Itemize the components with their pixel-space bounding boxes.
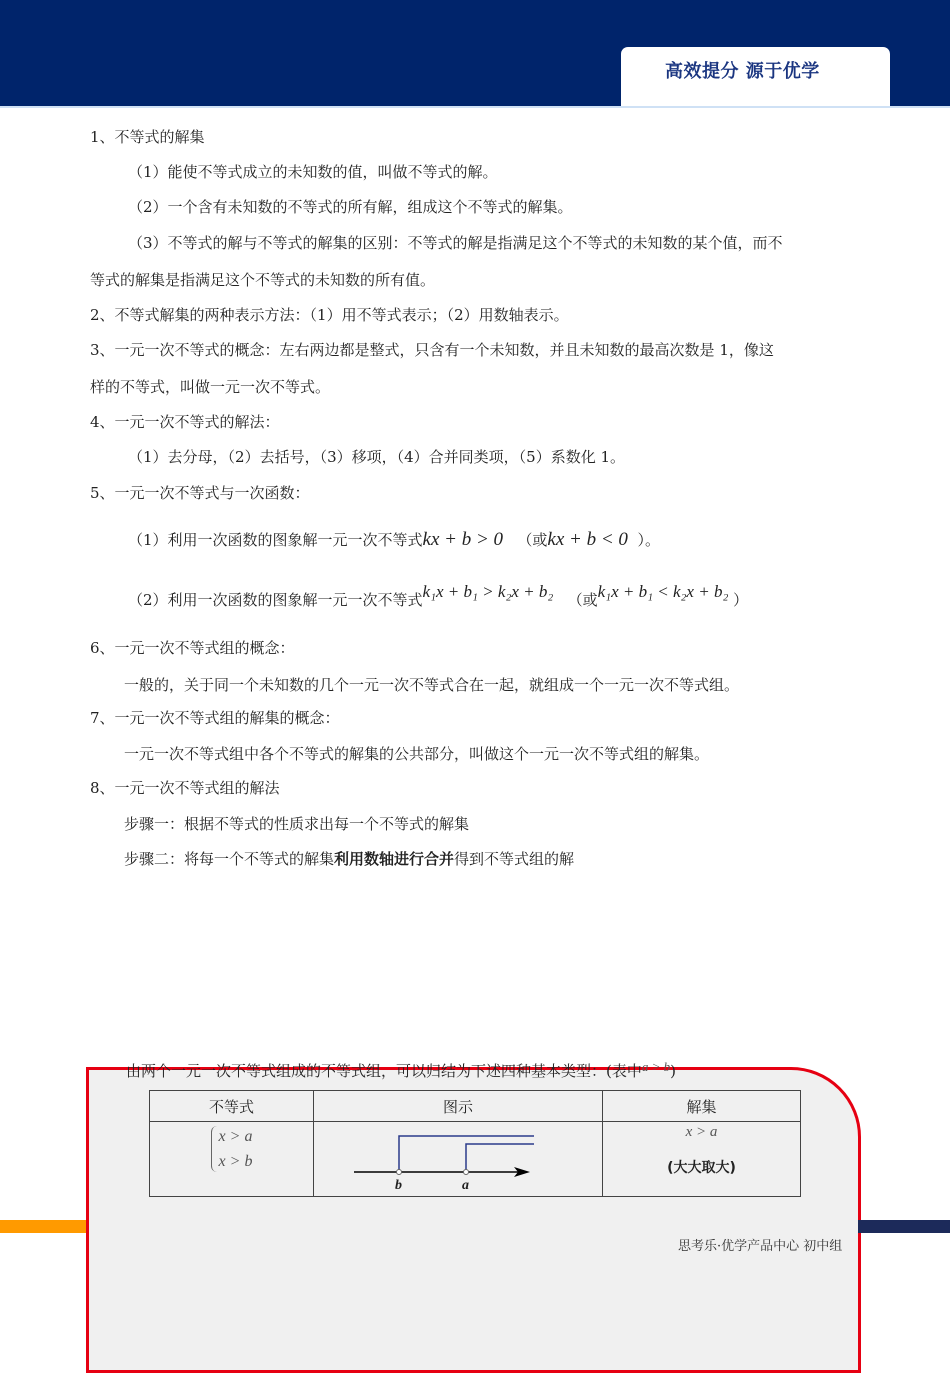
section-4-title: 4、一元一次不等式的解法：	[90, 413, 280, 431]
section-1-title: 1、不等式的解集	[90, 128, 205, 146]
axis-label-a: a	[462, 1178, 469, 1193]
section-7-title: 7、一元一次不等式组的解集的概念：	[90, 709, 340, 727]
section-3-line-2: 样的不等式，叫做一元一次不等式。	[90, 378, 331, 396]
section-6-body: 一般的，关于同一个未知数的几个一元一次不等式合在一起，就组成一个一元一次不等式组。	[124, 676, 740, 694]
header-slogan-tab	[621, 47, 890, 109]
inequality-k1x-b1-lt-k2x-b2: k₁x + b₁ < k₂x + b₂	[597, 582, 729, 601]
solution-rule: (大大取大)	[667, 1160, 736, 1176]
types-intro-end: )	[670, 1062, 676, 1080]
inequality-types-table	[149, 1090, 801, 1197]
footer-text: 思考乐·优学产品中心 初中组	[678, 1239, 843, 1254]
types-intro-condition: a > b	[641, 1059, 671, 1074]
step-2-prefix: 步骤二：将每一个不等式的解集	[124, 850, 335, 868]
axis-label-b: b	[395, 1178, 402, 1193]
brace-icon	[211, 1126, 217, 1172]
point-1-text: （1）利用一次函数的图象解一元一次不等式	[128, 531, 423, 549]
or-label: （或	[517, 531, 548, 549]
header-divider	[0, 106, 950, 108]
section-5-title: 5、一元一次不等式与一次函数：	[90, 484, 310, 502]
col-header-solution: 解集	[603, 1091, 801, 1122]
section-1-point-1: （1）能使不等式成立的未知数的值，叫做不等式的解。	[128, 163, 498, 181]
inequality-k1x-b1-gt-k2x-b2: k₁x + b₁ > k₂x + b₂	[422, 582, 554, 601]
step-2-suffix: 得到不等式组的解	[454, 850, 575, 868]
section-7-body: 一元一次不等式组中各个不等式的解集的公共部分，叫做这个一元一次不等式组的解集。	[124, 745, 710, 763]
table-row	[150, 1122, 801, 1197]
section-5-point-1	[128, 530, 660, 550]
section-2-title: 2、不等式解集的两种表示方法：（1）用不等式表示；（2）用数轴表示。	[90, 306, 569, 324]
section-5-point-2	[128, 582, 749, 610]
section-8-title: 8、一元一次不等式组的解法	[90, 779, 280, 797]
section-4-steps: （1）去分母，（2）去括号，（3）移项，（4）合并同类项，（5）系数化 1。	[128, 448, 626, 466]
system-line-2: x > b	[218, 1153, 253, 1170]
cell-solution	[603, 1122, 801, 1197]
or-label: （或	[567, 591, 598, 609]
col-header-diagram: 图示	[314, 1091, 603, 1122]
section-1-point-3-line-1: （3）不等式的解与不等式的解集的区别：不等式的解是指满足这个不等式的未知数的某个值，而不	[128, 234, 783, 252]
col-header-inequality: 不等式	[150, 1091, 314, 1122]
types-intro	[126, 1060, 676, 1081]
cell-system	[150, 1122, 314, 1197]
cell-diagram	[314, 1122, 603, 1197]
close-paren: ）。	[637, 531, 660, 549]
section-1-point-3-line-2: 等式的解集是指满足这个不等式的未知数的所有值。	[90, 271, 436, 289]
section-8-step-1: 步骤一：根据不等式的性质求出每一个不等式的解集	[124, 815, 470, 833]
system-line-1: x > a	[218, 1128, 253, 1145]
inequality-kx-b-lt-0: kx + b < 0	[547, 529, 628, 550]
inequality-kx-b-gt-0: kx + b > 0	[422, 529, 504, 550]
section-3-line-1: 3、一元一次不等式的概念：左右两边都是整式，只含有一个未知数，并且未知数的最高次数是 1，像这	[90, 341, 774, 359]
solution-inequality: x > a	[685, 1124, 718, 1140]
step-2-emphasis: 利用数轴进行合并	[334, 850, 455, 868]
section-8-step-2	[124, 849, 574, 869]
types-intro-text: 由两个一元一次不等式组成的不等式组，可以归结为下述四种基本类型：(表中	[126, 1062, 642, 1080]
point-2-text: （2）利用一次函数的图象解一元一次不等式	[128, 591, 423, 609]
footer-stripe-navy	[858, 1220, 950, 1233]
footer-stripe-orange	[0, 1220, 86, 1233]
section-1-point-2: （2）一个含有未知数的不等式的所有解，组成这个不等式的解集。	[128, 198, 573, 216]
header-slogan: 高效提分 源于优学	[665, 61, 820, 82]
section-6-title: 6、一元一次不等式组的概念：	[90, 639, 295, 657]
number-line-diagram	[314, 1122, 602, 1196]
close-paren: ）	[733, 591, 749, 609]
inequality-system	[211, 1124, 253, 1174]
